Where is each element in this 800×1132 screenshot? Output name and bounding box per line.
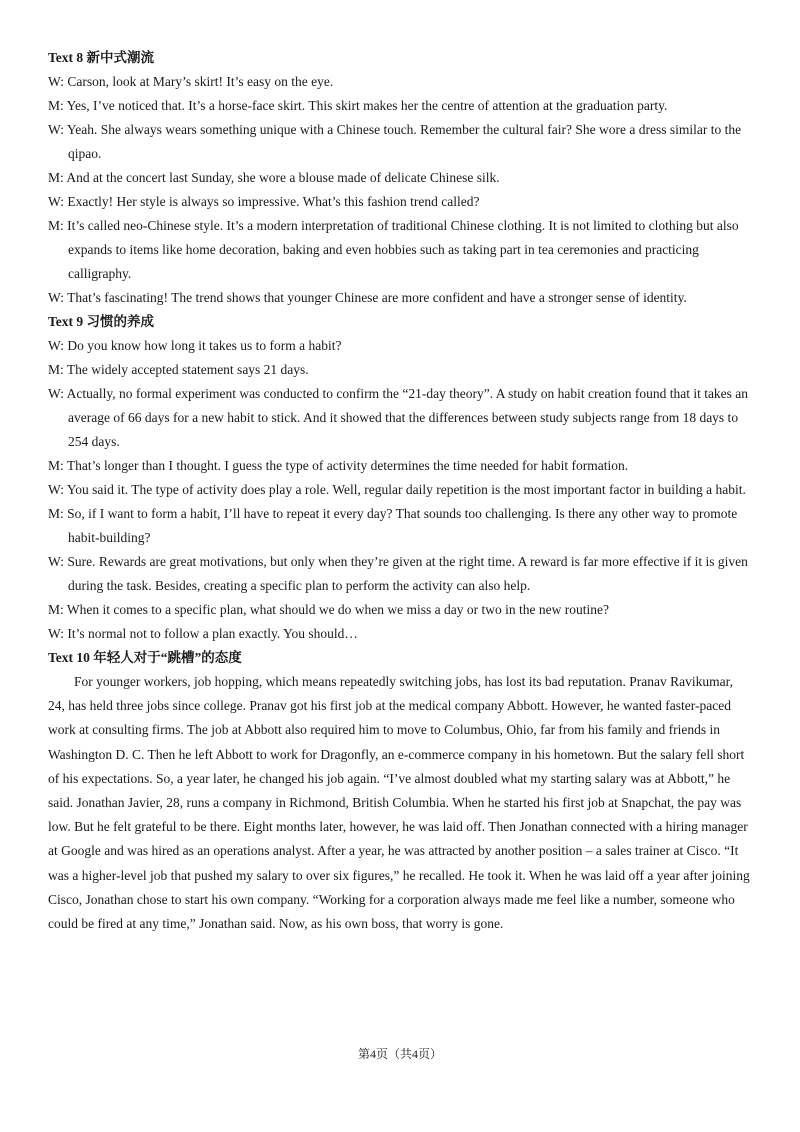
dialogue-line: W: Sure. Rewards are great motivations, but only when they’re given at the right time. A reward is far more effective if it is given during the task. Besides, creating a specific plan to perform the activity can also help.	[48, 554, 748, 593]
text9-title: Text 9 习惯的养成	[48, 314, 155, 329]
text8-title: Text 8 新中式潮流	[48, 50, 155, 65]
dialogue-line: W: Actually, no formal experiment was conducted to confirm the “21-day theory”. A study on habit creation found that it takes an average of 66 days for a new habit to stick. And it showed that the differences between study subjects range from 18 days to 254 days.	[48, 386, 749, 449]
dialogue-line: W: Yeah. She always wears something unique with a Chinese touch. Remember the cultural fair? She wore a dress similar to the qipao.	[48, 122, 742, 161]
dialogue-line: M: That’s longer than I thought. I guess the type of activity determines the time needed for habit formation.	[48, 458, 629, 473]
dialogue-line: W: Carson, look at Mary’s skirt! It’s easy on the eye.	[48, 74, 334, 89]
page-number-footer: 第4页（共4页）	[357, 1047, 442, 1061]
dialogue-line: M: When it comes to a specific plan, what should we do when we miss a day or two in the new routine?	[48, 602, 609, 617]
text9-section	[48, 310, 753, 646]
dialogue-line: M: The widely accepted statement says 21 days.	[48, 362, 309, 377]
text10-title: Text 10 年轻人对于“跳槽”的态度	[48, 650, 242, 665]
dialogue-line: W: You said it. The type of activity does play a role. Well, regular daily repetition is the most important factor in building a habit.	[48, 482, 746, 497]
dialogue-line: W: Do you know how long it takes us to form a habit?	[48, 338, 342, 353]
dialogue-line: W: That’s fascinating! The trend shows that younger Chinese are more confident and have a stronger sense of identity.	[48, 290, 687, 305]
document-page	[48, 46, 753, 936]
text10-paragraph: For younger workers, job hopping, which means repeatedly switching jobs, has lost its bad reputation. Pranav Ravikumar, 24, has held three jobs since college. Pranav got his first job at the medical company Abbott. However, he wanted faster-paced work at consulting firms. The job at Abbott also required him to move to Columbus, Ohio, far from his family and friends in Washington D. C. Then he left Abbott to work for Dragonfly, an e-commerce company in his hometown. But the salary fell short of his expectations. So, a year later, he changed his job again. “I’ve almost doubled what my starting salary was at Abbott,” he said. Jonathan Javier, 28, runs a company in Richmond, British Columbia. When he started his first job at Snapchat, the pay was low. But he felt grateful to be there. Eight months later, however, he was laid off. Then Jonathan connected with a hiring manager at Google and was hired as an operations analyst. After a year, he was attracted by another position – a sales trainer at Cisco. “It was a higher-level job that pushed my salary to over six figures,” he recalled. He took it. When he was laid off a year after joining Cisco, Jonathan chose to start his own company. “Working for a corporation always made me feel like a number, someone who could be fired at any time,” Jonathan said. Now, as his own boss, that worry is gone.	[48, 674, 750, 932]
dialogue-line: W: It’s normal not to follow a plan exactly. You should…	[48, 626, 358, 641]
dialogue-line: M: So, if I want to form a habit, I’ll have to repeat it every day? That sounds too challenging. Is there any other way to promote habit-building?	[48, 506, 738, 545]
text10-section	[48, 646, 753, 936]
text8-section	[48, 46, 753, 310]
dialogue-line: M: And at the concert last Sunday, she wore a blouse made of delicate Chinese silk.	[48, 170, 500, 185]
dialogue-line: M: It’s called neo-Chinese style. It’s a modern interpretation of traditional Chinese clothing. It is not limited to clothing but also expands to items like home decoration, baking and even hobbies such as taking part in tea ceremonies and practicing calligraphy.	[48, 218, 739, 281]
dialogue-line: M: Yes, I’ve noticed that. It’s a horse-face skirt. This skirt makes her the centre of attention at the graduation party.	[48, 98, 668, 113]
dialogue-line: W: Exactly! Her style is always so impressive. What’s this fashion trend called?	[48, 194, 480, 209]
